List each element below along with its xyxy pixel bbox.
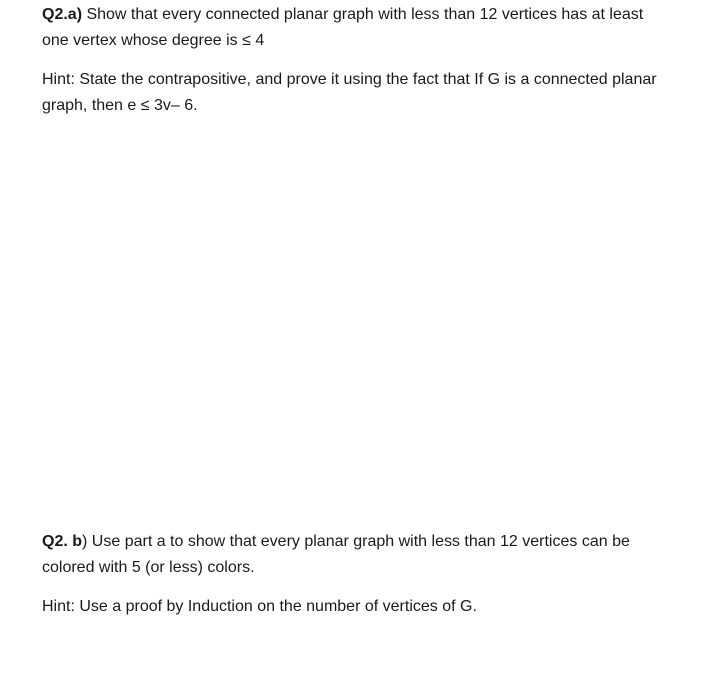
question-2a-hint-text: Hint: State the contrapositive, and prove it using the fact that If G is a connected planar graph, then e ≤ 3v– 6. [42,71,657,114]
question-2b-label-prefix: Q2. [42,533,73,550]
question-2b-text [42,529,667,581]
question-2b-hint [42,594,667,620]
question-2a-text [42,2,667,54]
question-2b-hint-text: Hint: Use a proof by Induction on the number of vertices of G. [42,598,477,615]
question-2b-label-letter: b [72,533,83,550]
question-2a-label: Q2.a) [42,6,83,23]
answer-space [42,130,667,520]
question-2a-body: Show that every connected planar graph with less than 12 vertices has at least one vertex whose degree is ≤ 4 [42,6,644,49]
question-2b-label-suffix: ) [82,533,88,550]
question-2b-body: Use part a to show that every planar graph with less than 12 vertices can be colored with 5 (or less) colors. [42,533,630,576]
question-2b [42,529,667,581]
question-2a-hint [42,67,667,119]
question-2a [42,2,667,54]
